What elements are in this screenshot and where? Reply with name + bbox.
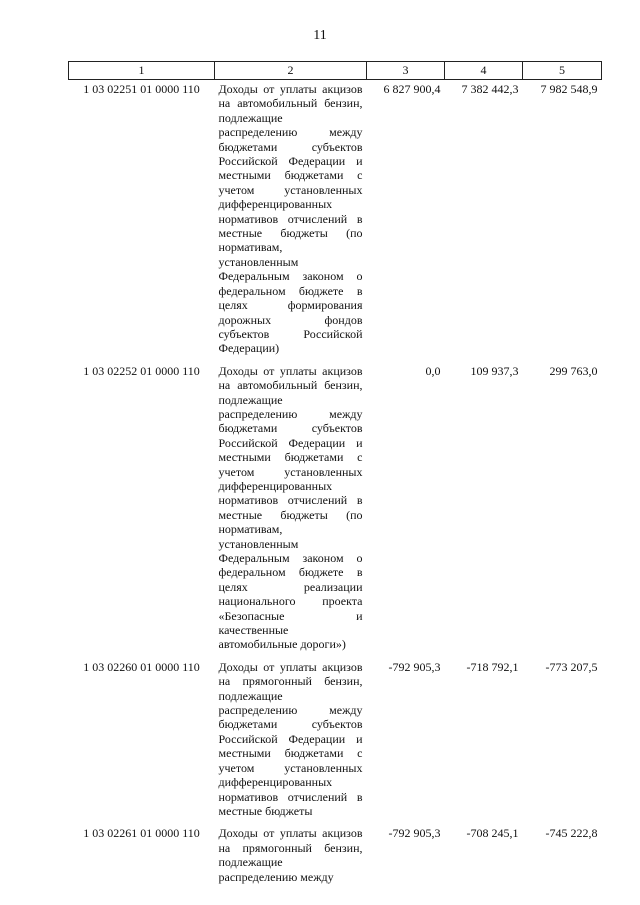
table-row xyxy=(69,824,602,890)
revenue-description: Доходы от уплаты акцизов на прямогонный бензин, подлежащие распределению между бюджетами субъектов Российской Федерации и местными бюджетами с учетом установленных дифференцированных нормативов отчислений в местные бюджеты xyxy=(218,659,363,818)
value-col-3: -792 905,3 xyxy=(388,826,441,841)
value-col-3: 0,0 xyxy=(425,363,441,378)
header-row xyxy=(69,62,602,80)
table-row xyxy=(69,80,602,362)
value-col-3: 6 827 900,4 xyxy=(383,82,441,96)
budget-code: 1 03 02261 01 0000 110 xyxy=(83,826,200,841)
budget-code: 1 03 02260 01 0000 110 xyxy=(83,659,200,674)
value-col-4: 109 937,3 xyxy=(470,363,519,378)
value-col-5: -773 207,5 xyxy=(545,659,598,674)
value-col-4: -708 245,1 xyxy=(466,826,519,841)
table-row xyxy=(69,658,602,824)
revenue-description: Доходы от уплаты акцизов на прямогонный бензин, подлежащие распределению между xyxy=(218,826,363,884)
value-col-5: 7 982 548,9 xyxy=(540,82,598,96)
column-header-5: 5 xyxy=(523,62,602,80)
column-header-3: 3 xyxy=(367,62,445,80)
page-number: 11 xyxy=(313,28,327,43)
budget-code: 1 03 02251 01 0000 110 xyxy=(83,82,200,96)
value-col-5: 299 763,0 xyxy=(549,363,598,378)
column-header-4: 4 xyxy=(445,62,523,80)
value-col-5: -745 222,8 xyxy=(545,826,598,841)
value-col-4: 7 382 442,3 xyxy=(461,82,519,96)
budget-code: 1 03 02252 01 0000 110 xyxy=(83,363,200,378)
value-col-3: -792 905,3 xyxy=(388,659,441,674)
column-header-1: 1 xyxy=(69,62,215,80)
revenue-description: Доходы от уплаты акцизов на автомобильный бензин, подлежащие распределению между бюджетами субъектов Российской Федерации и местными бюджетами с учетом установленных дифференцированных нормативов отчислений в местные бюджеты (по нормативам, установленным Федеральным законом о федеральном бюджете в целях реализации национального проекта «Безопасные и качественные автомобильные дороги») xyxy=(218,363,363,652)
table-row xyxy=(69,362,602,658)
revenue-description: Доходы от уплаты акцизов на автомобильный бензин, подлежащие распределению между бюджетами субъектов Российской Федерации и местными бюджетами с учетом установленных дифференцированных нормативов отчислений в местные бюджеты (по нормативам, установленным Федеральным законом о федеральном бюджете в целях формирования дорожных фондов субъектов Российской Федерации) xyxy=(218,82,363,356)
budget-table xyxy=(68,61,602,890)
column-header-2: 2 xyxy=(215,62,367,80)
value-col-4: -718 792,1 xyxy=(466,659,519,674)
